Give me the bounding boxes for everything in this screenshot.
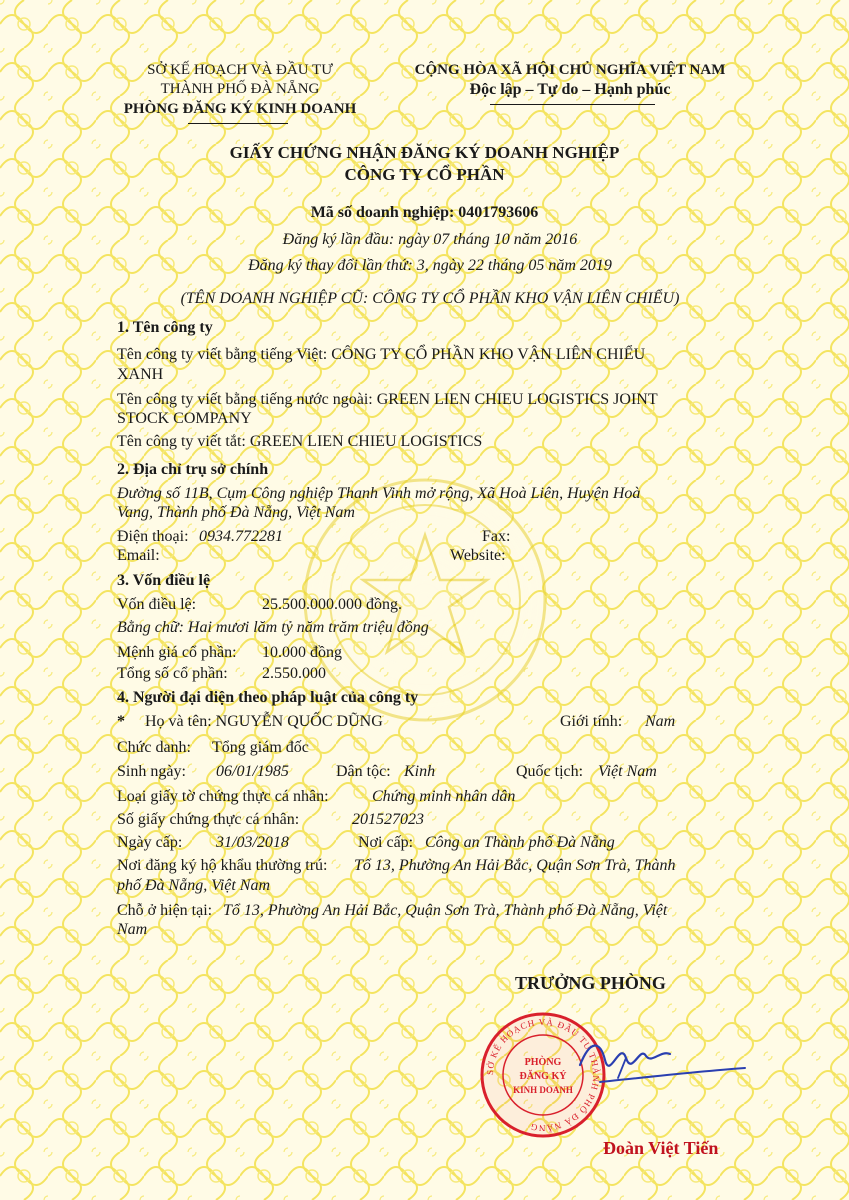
registration-office: PHÒNG ĐĂNG KÝ KINH DOANH (123, 101, 357, 117)
head-office-address: Đường số 11B, Cụm Công nghiệp Thanh Vinh mở rộng, Xã Hoà Liên, Huyện Hoà (117, 485, 641, 502)
permanent-residence-label: Nơi đăng ký hộ khẩu thường trú: (117, 857, 328, 874)
issue-date-value: 31/03/2018 (216, 834, 289, 851)
section1-heading: 1. Tên công ty (117, 319, 213, 336)
signatory-title: TRƯỞNG PHÒNG (515, 973, 666, 993)
issue-place-value: Công an Thành phố Đà Nẵng (425, 834, 615, 851)
total-shares-label: Tổng số cổ phần: (117, 665, 228, 682)
nationality-value: Việt Nam (598, 763, 657, 780)
phone-value: 0934.772281 (199, 528, 283, 545)
agency-city: THÀNH PHỐ ĐÀ NẴNG (160, 81, 320, 97)
signer-name: Đoàn Việt Tiến (603, 1138, 719, 1158)
section3-heading: 3. Vốn điều lệ (117, 572, 211, 589)
current-residence-value-cont: Nam (117, 921, 148, 938)
charter-capital-value: 25.500.000.000 đồng. (262, 596, 402, 613)
par-value-label: Mệnh giá cổ phần: (117, 644, 237, 661)
company-name-foreign: Tên công ty viết bằng tiếng nước ngoài: GREEN LIEN CHIEU LOGISTICS JOINT (117, 391, 658, 408)
change-registration-date: Đăng ký thay đổi lần thứ: 3, ngày 22 tháng 05 năm 2019 (248, 257, 612, 274)
header-left-underline (188, 123, 288, 124)
gender-value: Nam (645, 713, 676, 730)
certificate-title: GIẤY CHỨNG NHẬN ĐĂNG KÝ DOANH NGHIỆP (229, 143, 620, 162)
representative-name: Họ và tên: NGUYỄN QUỐC DŨNG (145, 713, 383, 730)
issue-place-label: Nơi cấp: (358, 834, 414, 851)
id-type-value: Chứng minh nhân dân (372, 788, 516, 805)
id-number-value: 201527023 (352, 811, 424, 828)
country-name: CỘNG HÒA XÃ HỘI CHỦ NGHĨA VIỆT NAM (414, 62, 726, 78)
capital-in-words: Bằng chữ: Hai mươi lăm tỷ năm trăm triệu đồng (117, 619, 429, 636)
company-name-vietnamese: Tên công ty viết bằng tiếng Việt: CÔNG TY CỔ PHẦN KHO VẬN LIÊN CHIỂU (117, 346, 646, 363)
nationality-label: Quốc tịch: (516, 763, 584, 780)
current-residence-value: Tổ 13, Phường An Hải Bắc, Quận Sơn Trà, Thành phố Đà Nẵng, Việt (223, 902, 668, 919)
position-value: Tổng giám đốc (212, 739, 309, 756)
company-type: CÔNG TY CỔ PHẦN (344, 165, 505, 184)
position-label: Chức danh: (117, 739, 191, 756)
header-right-underline (490, 104, 655, 105)
bullet-star: * (117, 713, 125, 730)
agency-name-line1: SỞ KẾ HOẠCH VÀ ĐẦU TƯ (147, 62, 333, 78)
company-short-name: Tên công ty viết tắt: GREEN LIEN CHIEU LOGISTICS (117, 433, 483, 450)
issue-date-label: Ngày cấp: (117, 834, 183, 851)
company-name-foreign-cont: STOCK COMPANY (117, 410, 252, 427)
section4-heading: 4. Người đại diện theo pháp luật của công ty (117, 689, 419, 706)
svg-text:PHÒNG: PHÒNG (524, 1057, 562, 1068)
ethnicity-label: Dân tộc: (336, 763, 391, 780)
section2-heading: 2. Địa chỉ trụ sở chính (117, 461, 269, 478)
permanent-residence-value: Tổ 13, Phường An Hải Bắc, Quận Sơn Trà, Thành (354, 857, 676, 874)
enterprise-code: Mã số doanh nghiệp: 0401793606 (310, 204, 539, 221)
website-label: Website: (450, 547, 506, 564)
ethnicity-value: Kinh (404, 763, 436, 780)
handwritten-signature (560, 1020, 760, 1090)
phone-label: Điện thoại: (117, 528, 189, 545)
fax-label: Fax: (482, 528, 511, 545)
dob-label: Sinh ngày: (117, 763, 186, 780)
head-office-address-cont: Vang, Thành phố Đà Nẵng, Việt Nam (117, 504, 355, 521)
gender-label: Giới tính: (560, 713, 623, 730)
par-value: 10.000 đồng (262, 644, 342, 661)
permanent-residence-value-cont: phố Đà Nẵng, Việt Nam (117, 877, 271, 894)
svg-text:ĐĂNG KÝ: ĐĂNG KÝ (519, 1071, 567, 1082)
national-motto: Độc lập – Tự do – Hạnh phúc (469, 81, 671, 98)
current-residence-label: Chỗ ở hiện tại: (117, 902, 213, 919)
email-label: Email: (117, 547, 160, 564)
first-registration-date: Đăng ký lần đầu: ngày 07 tháng 10 năm 2016 (282, 231, 578, 248)
charter-capital-label: Vốn điều lệ: (117, 596, 197, 613)
former-company-name: (TÊN DOANH NGHIỆP CŨ: CÔNG TY CỔ PHẦN KHO VẬN LIÊN CHIỂU) (180, 290, 680, 307)
id-number-label: Số giấy chứng thực cá nhân: (117, 811, 300, 828)
total-shares-value: 2.550.000 (262, 665, 326, 682)
company-name-vietnamese-cont: XANH (117, 366, 164, 383)
id-type-label: Loại giấy tờ chứng thực cá nhân: (117, 788, 329, 805)
svg-text:SỞ KẾ HOẠCH VÀ ĐẦU TƯ THÀNH PH: SỞ KẾ HOẠCH VÀ ĐẦU TƯ THÀNH PHỐ ĐÀ NẴNG (484, 1016, 602, 1134)
dob-value: 06/01/1985 (216, 763, 289, 780)
svg-text:KINH DOANH: KINH DOANH (513, 1085, 573, 1095)
